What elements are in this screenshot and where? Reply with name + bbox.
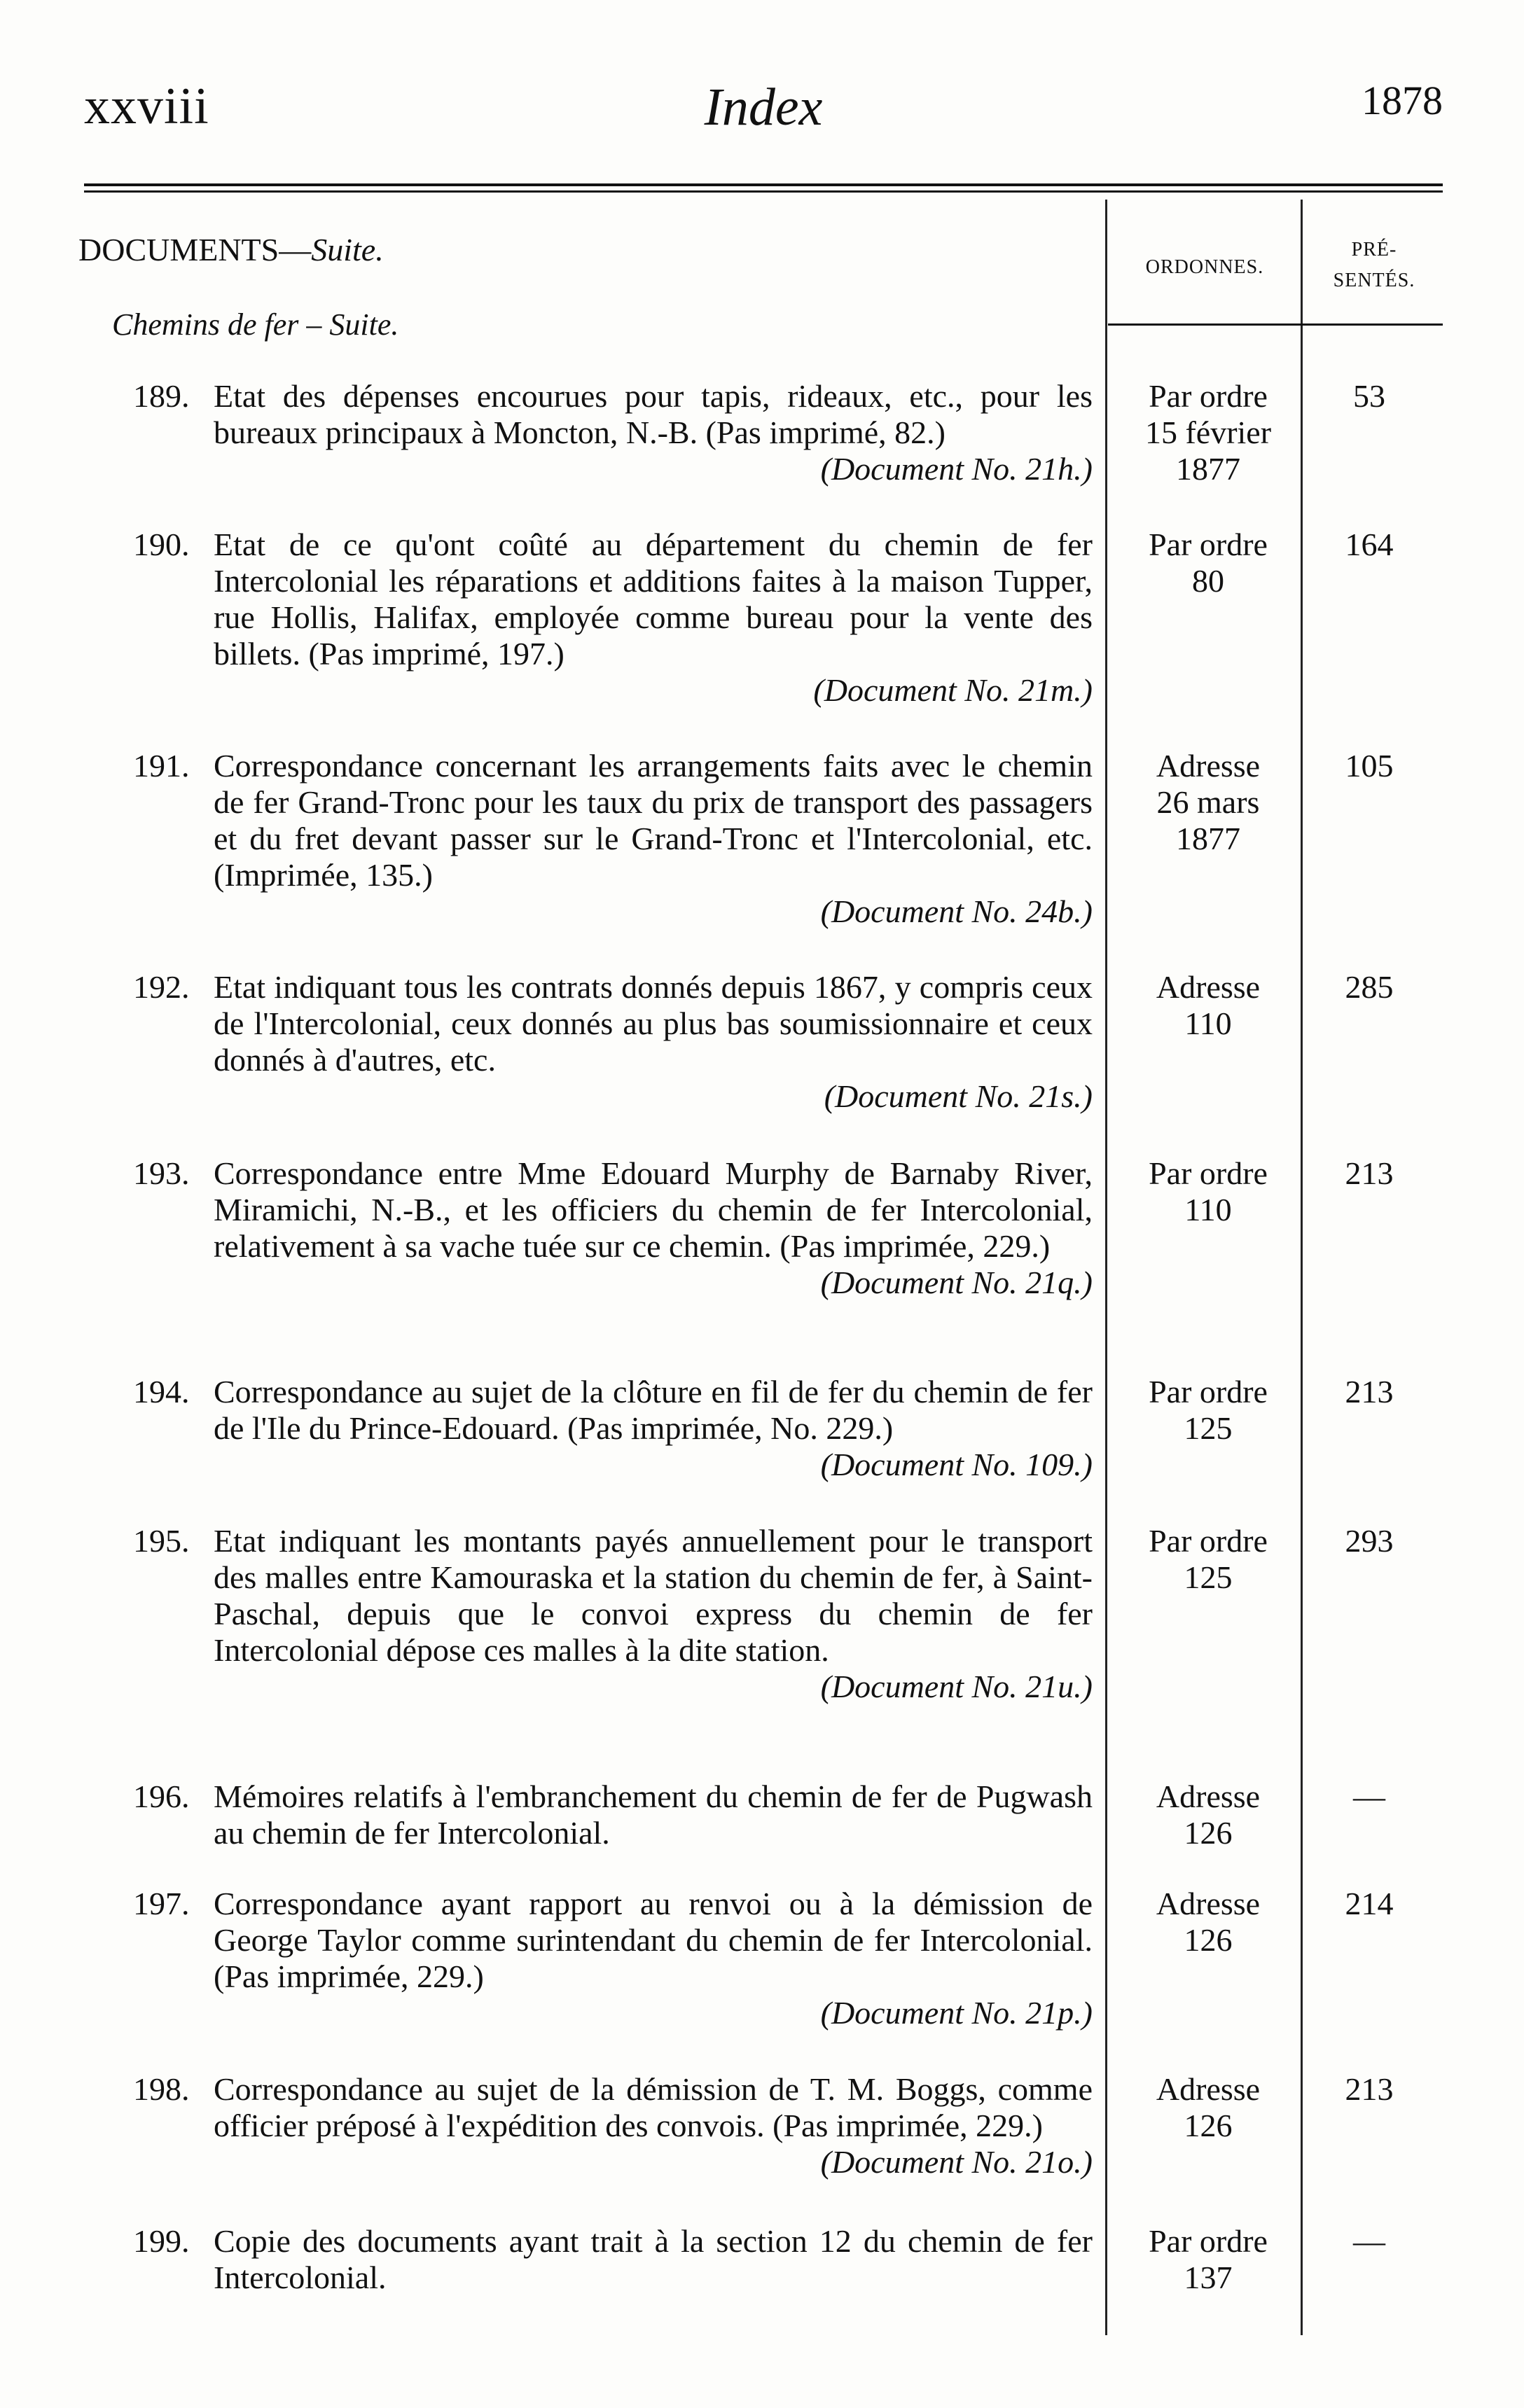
- page-number-roman: xxviii: [84, 78, 209, 135]
- entry-presented: —: [1353, 2223, 1385, 2259]
- entry-ordered-line: 1877: [1176, 821, 1240, 856]
- entry-ordered-line: 110: [1184, 1192, 1232, 1227]
- entry-ordered: [1121, 2071, 1296, 2144]
- entry-presented: —: [1353, 1779, 1385, 1814]
- entry-ordered: [1121, 1155, 1296, 1228]
- entry-presented: 164: [1345, 527, 1394, 562]
- page-year: 1878: [1362, 78, 1443, 123]
- entry-document-ref: (Document No. 24b.): [820, 893, 1093, 929]
- entry-ordered-line: Par ordre: [1149, 378, 1268, 414]
- column-divider-right: [1301, 200, 1303, 2335]
- column-header-presented-line2: SENTÉS.: [1333, 270, 1415, 291]
- entry-text: Etat indiquant tous les contrats donnés depuis 1867, y compris ceux de l'Intercolonial, ceux donnés au plus bas soumissionnaire et ceux donnés à d'autres, etc.: [214, 969, 1093, 1078]
- entry-description: [214, 2071, 1093, 2180]
- entry-ordered-line: 1877: [1176, 451, 1240, 487]
- entry-number: 191.: [133, 748, 190, 784]
- entry-presented: 213: [1345, 1155, 1394, 1191]
- entry-presented: 213: [1345, 1374, 1394, 1410]
- entry-description: [214, 1523, 1093, 1705]
- header-rule-bottom: [84, 190, 1443, 193]
- entry-ordered-line: Par ordre: [1149, 527, 1268, 562]
- entry-description: [214, 378, 1093, 487]
- entry-ordered-line: 110: [1184, 1005, 1232, 1041]
- entry-number: 196.: [133, 1779, 190, 1814]
- entry-ordered-line: 15 février: [1144, 415, 1272, 450]
- entry-number: 192.: [133, 969, 190, 1005]
- entry-ordered-line: Adresse: [1156, 969, 1261, 1005]
- page-title: Index: [704, 78, 823, 137]
- entry-document-ref: (Document No. 21o.): [820, 2144, 1093, 2180]
- entry-ordered-line: Adresse: [1156, 748, 1261, 784]
- entry-number: 198.: [133, 2071, 190, 2107]
- header-rule-top: [84, 183, 1443, 186]
- entry-document-ref: (Document No. 21q.): [820, 1265, 1093, 1300]
- entry-ordered: [1121, 527, 1296, 599]
- entry-text: Correspondance entre Mme Edouard Murphy de Barnaby River, Miramichi, N.-B., et les officiers du chemin de fer Intercolonial, relativement à sa vache tuée sur ce chemin. (Pas imprimée, 229.): [214, 1155, 1093, 1264]
- entry-ordered: [1121, 1886, 1296, 1958]
- entry-document-ref: (Document No. 21h.): [820, 451, 1093, 487]
- entry-number: 194.: [133, 1374, 190, 1410]
- entry-ordered-line: Par ordre: [1149, 1155, 1268, 1191]
- entry-text: Copie des documents ayant trait à la section 12 du chemin de fer Intercolonial.: [214, 2223, 1093, 2295]
- entry-ordered-line: 125: [1184, 1410, 1233, 1446]
- entry-ordered-line: 137: [1184, 2260, 1233, 2295]
- entry-description: [214, 1374, 1093, 1483]
- entry-ordered: [1121, 2223, 1296, 2296]
- entry-text: Correspondance au sujet de la démission de T. M. Boggs, comme officier préposé à l'expédition des convois. (Pas imprimée, 229.): [214, 2071, 1093, 2143]
- entry-description: [214, 1886, 1093, 2031]
- column-divider-left: [1105, 200, 1107, 2335]
- entry-presented: 213: [1345, 2071, 1394, 2107]
- entry-description: [214, 748, 1093, 930]
- column-header-presented-line1: PRÉ-: [1351, 239, 1397, 260]
- entry-description: [214, 2223, 1093, 2296]
- entry-ordered-line: 26 mars: [1156, 784, 1260, 820]
- entry-document-ref: (Document No. 21p.): [820, 1995, 1093, 2031]
- entry-number: 199.: [133, 2223, 190, 2259]
- entry-number: 197.: [133, 1886, 190, 1921]
- entry-ordered: [1121, 748, 1296, 857]
- entry-ordered-line: Adresse: [1156, 2071, 1261, 2107]
- entry-presented: 293: [1345, 1523, 1394, 1559]
- entry-ordered-line: Par ordre: [1149, 1523, 1268, 1559]
- entry-document-ref: (Document No. 109.): [820, 1447, 1093, 1482]
- entry-ordered: [1121, 969, 1296, 1042]
- column-header-presented: [1304, 235, 1444, 296]
- entry-number: 189.: [133, 378, 190, 414]
- section-subtitle: Chemins de fer – Suite.: [112, 307, 399, 342]
- entry-text: Correspondance concernant les arrangements faits avec le chemin de fer Grand-Tronc pour les taux du prix de transport des passagers et du fret devant passer sur le Grand-Tronc et l'Intercolonial, etc. (Imprimée, 135.): [214, 748, 1093, 893]
- entry-ordered-line: 80: [1192, 563, 1224, 599]
- entry-document-ref: (Document No. 21m.): [813, 672, 1093, 708]
- entry-ordered-line: Adresse: [1156, 1779, 1261, 1814]
- entry-ordered-line: Adresse: [1156, 1886, 1261, 1921]
- entry-presented: 285: [1345, 969, 1394, 1005]
- section-title: DOCUMENTS—Suite.: [78, 232, 384, 267]
- entry-number: 193.: [133, 1155, 190, 1191]
- entry-ordered-line: 126: [1184, 1815, 1233, 1851]
- entry-description: [214, 1155, 1093, 1301]
- page-header: [84, 77, 1443, 147]
- entry-number: 195.: [133, 1523, 190, 1559]
- entry-text: Correspondance ayant rapport au renvoi ou à la démission de George Taylor comme surintendant du chemin de fer Intercolonial. (Pas imprimée, 229.): [214, 1886, 1093, 1994]
- entry-presented: 105: [1345, 748, 1394, 784]
- entry-document-ref: (Document No. 21u.): [820, 1669, 1093, 1704]
- entry-ordered-line: Par ordre: [1149, 2223, 1268, 2259]
- entry-text: Etat des dépenses encourues pour tapis, rideaux, etc., pour les bureaux principaux à Moncton, N.-B. (Pas imprimé, 82.): [214, 378, 1093, 450]
- entry-presented: 214: [1345, 1886, 1394, 1921]
- entry-text: Etat de ce qu'ont coûté au département du chemin de fer Intercolonial les réparations et additions faites à la maison Tupper, rue Hollis, Halifax, employée comme bureau pour la vente des billets. (Pas imprimé, 197.): [214, 527, 1093, 671]
- entry-description: [214, 969, 1093, 1115]
- entry-ordered: [1121, 1374, 1296, 1447]
- entry-text: Etat indiquant les montants payés annuellement pour le transport des malles entre Kamouraska et la station du chemin de fer, à Saint-Paschal, depuis que le convoi express du chemin de fer Intercolonial dépose ces malles à la dite station.: [214, 1523, 1093, 1668]
- column-header-ordered: ORDONNES.: [1145, 256, 1264, 278]
- entry-description: [214, 1779, 1093, 1851]
- entry-text: Mémoires relatifs à l'embranchement du chemin de fer de Pugwash au chemin de fer Intercolonial.: [214, 1779, 1093, 1851]
- entry-number: 190.: [133, 527, 190, 562]
- entry-ordered-line: 126: [1184, 2108, 1233, 2143]
- entry-ordered-line: Par ordre: [1149, 1374, 1268, 1410]
- entry-ordered: [1121, 1779, 1296, 1851]
- column-header-rule: [1108, 323, 1443, 326]
- entry-text: Correspondance au sujet de la clôture en fil de fer du chemin de fer de l'Ile du Prince-Edouard. (Pas imprimée, No. 229.): [214, 1374, 1093, 1446]
- entry-ordered-line: 126: [1184, 1922, 1233, 1958]
- entry-document-ref: (Document No. 21s.): [824, 1078, 1093, 1114]
- entry-ordered: [1121, 378, 1296, 487]
- entry-presented: 53: [1353, 378, 1385, 414]
- entry-ordered-line: 125: [1184, 1559, 1233, 1595]
- entry-description: [214, 527, 1093, 709]
- entry-ordered: [1121, 1523, 1296, 1596]
